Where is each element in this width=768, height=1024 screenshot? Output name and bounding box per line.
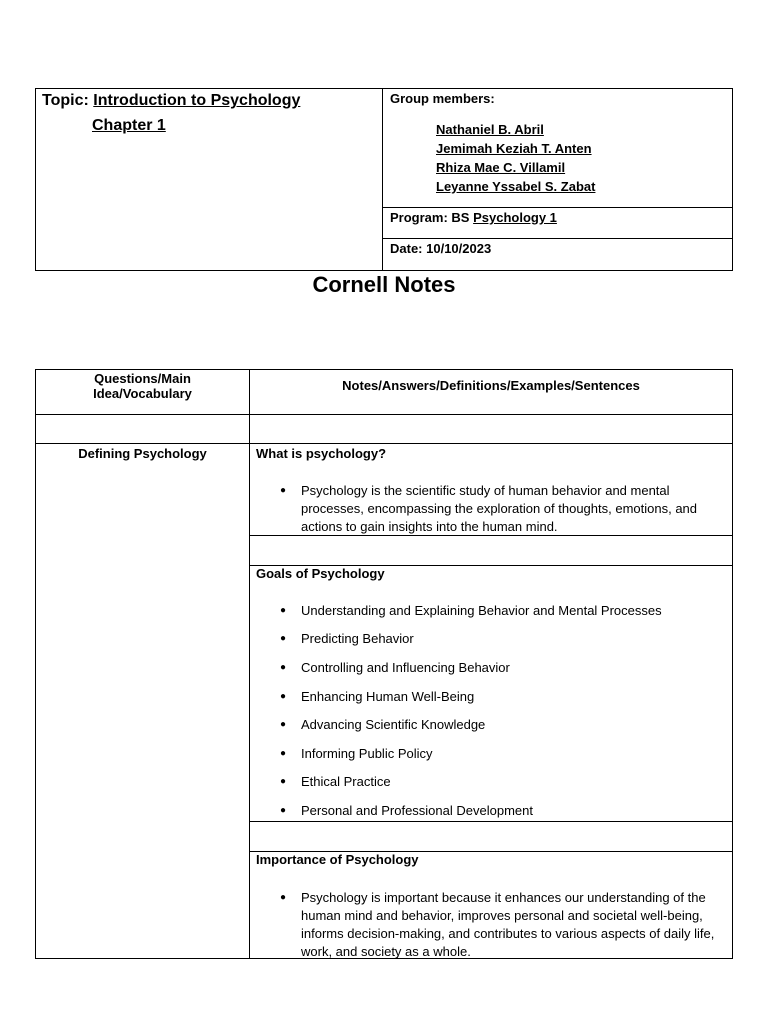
list-item: ● Controlling and Influencing Behavior [280,659,510,677]
table-right-border [732,369,733,959]
header-bottom-border [35,270,733,271]
list-item: ● Understanding and Explaining Behavior and Mental Processes [280,602,662,620]
list-item: ● Advancing Scientific Knowledge [280,716,485,734]
member-name: Rhiza Mae C. Villamil [436,160,566,175]
member-name: Nathaniel B. Abril [436,122,544,137]
list-item: ● Predicting Behavior [280,630,414,648]
topic [42,92,300,110]
program-value: Psychology 1 [473,210,557,225]
column-header-questions: Questions/Main Idea/Vocabulary [93,371,192,401]
list-item: ● Psychology is the scientific study of human behavior and mental processes, encompassing the exploration of thoughts, emotions, and actions to gain insights into the human mind. [280,482,730,536]
program [390,210,557,225]
program-label: Program: BS [390,210,470,225]
list-item: ● Ethical Practice [280,773,391,791]
member-name: Jemimah Keziah T. Anten [436,141,592,156]
program-top-border [382,207,733,208]
table-column-divider [249,369,250,959]
table-row-border [35,443,733,444]
header-right-border [732,88,733,271]
list-item: ● Enhancing Human Well-Being [280,688,474,706]
list-item: ● Psychology is important because it enhances our understanding of the human mind and behavior, improves personal and societal well-being, informs decision-making, and contributes to various aspects of daily life, work, and society as a whole. [280,889,732,961]
table-row-border [249,821,733,822]
list-item: ● Informing Public Policy [280,745,433,763]
header-divider [382,88,383,271]
topic-label: Topic: [42,92,89,109]
header-left-border [35,88,36,271]
block-heading: What is psychology? [256,446,387,461]
chapter: Chapter 1 [92,117,166,134]
page-title: Cornell Notes [312,272,456,297]
block-heading: Importance of Psychology [256,852,419,867]
table-top-border [35,369,733,370]
date-top-border [382,238,733,239]
column-header-notes: Notes/Answers/Definitions/Examples/Sentences [342,378,640,393]
block-heading: Goals of Psychology [256,566,385,581]
topic-title: Introduction to Psychology [93,92,301,109]
member-name: Leyanne Yssabel S. Zabat [436,179,596,194]
date: Date: 10/10/2023 [390,241,492,256]
section-label: Defining Psychology [78,446,207,461]
header-top-border [35,88,733,89]
group-members-label: Group members: [390,91,495,106]
table-row-border [35,414,733,415]
list-item: ● Personal and Professional Development [280,802,533,820]
